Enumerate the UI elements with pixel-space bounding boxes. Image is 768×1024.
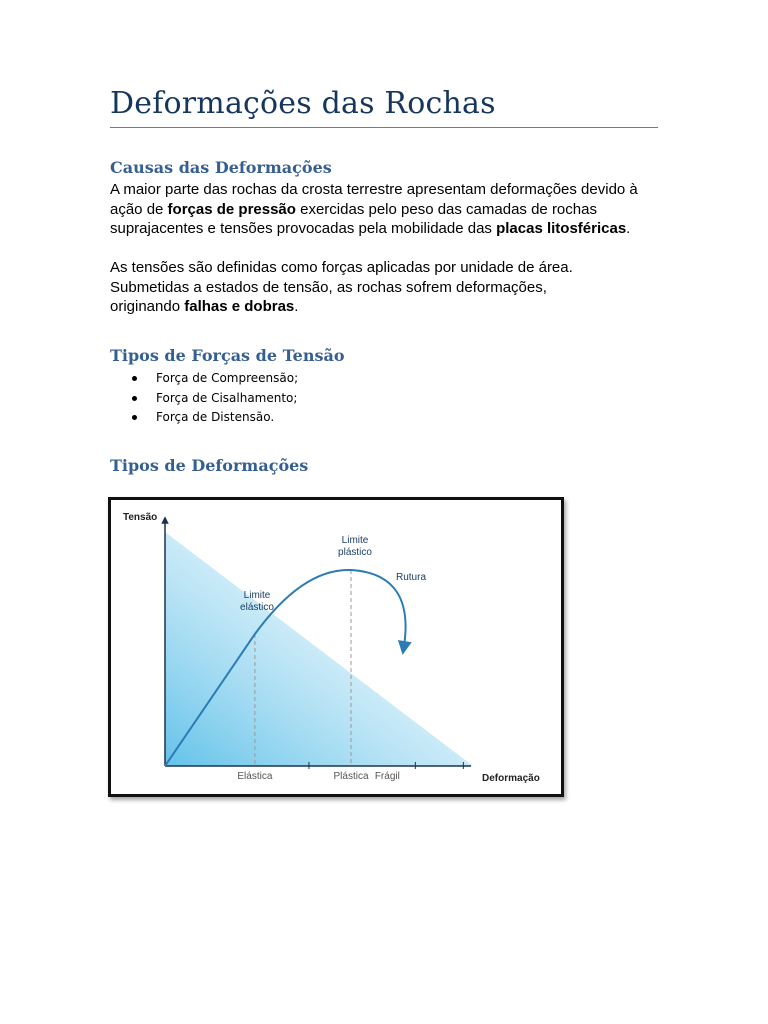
title-underline	[110, 127, 658, 128]
list-item	[130, 389, 298, 409]
stress-strain-figure	[108, 497, 564, 797]
list-item-text: Força de Cisalhamento;	[156, 390, 298, 405]
heading-deformations: Tipos de Deformações	[110, 456, 309, 475]
list-item	[130, 369, 298, 389]
heading-causes: Causas das Deformações	[110, 158, 332, 177]
bullet-icon	[132, 396, 137, 401]
list-item-text: Força de Compreensão;	[156, 371, 299, 385]
paragraph-causes-text-1: A maior parte das rochas da crosta terrestre apresentam deformações devido à ação de	[110, 181, 638, 218]
stress-strain-chart	[111, 500, 561, 794]
paragraph-tensions	[110, 258, 580, 317]
paragraph-causes-text-3: .	[626, 220, 631, 237]
paragraph-tensions-text-2: .	[294, 298, 299, 315]
elastic-limit-label-line2: elástico	[240, 602, 274, 613]
forces-list	[130, 369, 298, 428]
document-title: Deformações das Rochas	[110, 86, 496, 121]
paragraph-tensions-text-1: As tensões são definidas como forças aplicadas por unidade de área. Submetidas a estados de tensão, as rochas sofrem deformações, originando	[110, 259, 573, 315]
x-region-label-elastica: Elástica	[237, 771, 273, 782]
heading-forces: Tipos de Forças de Tensão	[110, 346, 345, 365]
list-item-text: Força de Distensão.	[156, 410, 275, 424]
x-region-label-plastica: Plástica	[333, 771, 369, 782]
rupture-label: Rutura	[395, 572, 427, 583]
y-axis-label: Tensão	[123, 512, 158, 523]
list-item	[130, 408, 298, 428]
x-region-label-fragil: Frágil	[374, 771, 400, 782]
x-axis-label: Deformação	[482, 773, 540, 784]
bold-placas-litosfericas: placas litosféricas	[496, 220, 627, 237]
paragraph-causes	[110, 180, 670, 239]
plastic-limit-label-line1: Limite	[341, 535, 369, 546]
paragraph-causes-text-2: exercidas pelo peso das camadas de rochas suprajacentes e tensões provocadas pela mobilidade das	[110, 200, 597, 237]
bullet-icon	[132, 415, 137, 420]
bold-forcas-de-pressao: forças de pressão	[167, 200, 296, 218]
plastic-limit-label-line2: plástico	[338, 547, 372, 558]
background-gradient-area	[165, 532, 473, 766]
bullet-icon	[132, 376, 137, 381]
elastic-limit-label-line1: Limite	[243, 590, 271, 601]
bold-falhas-e-dobras: falhas e dobras	[184, 298, 295, 315]
